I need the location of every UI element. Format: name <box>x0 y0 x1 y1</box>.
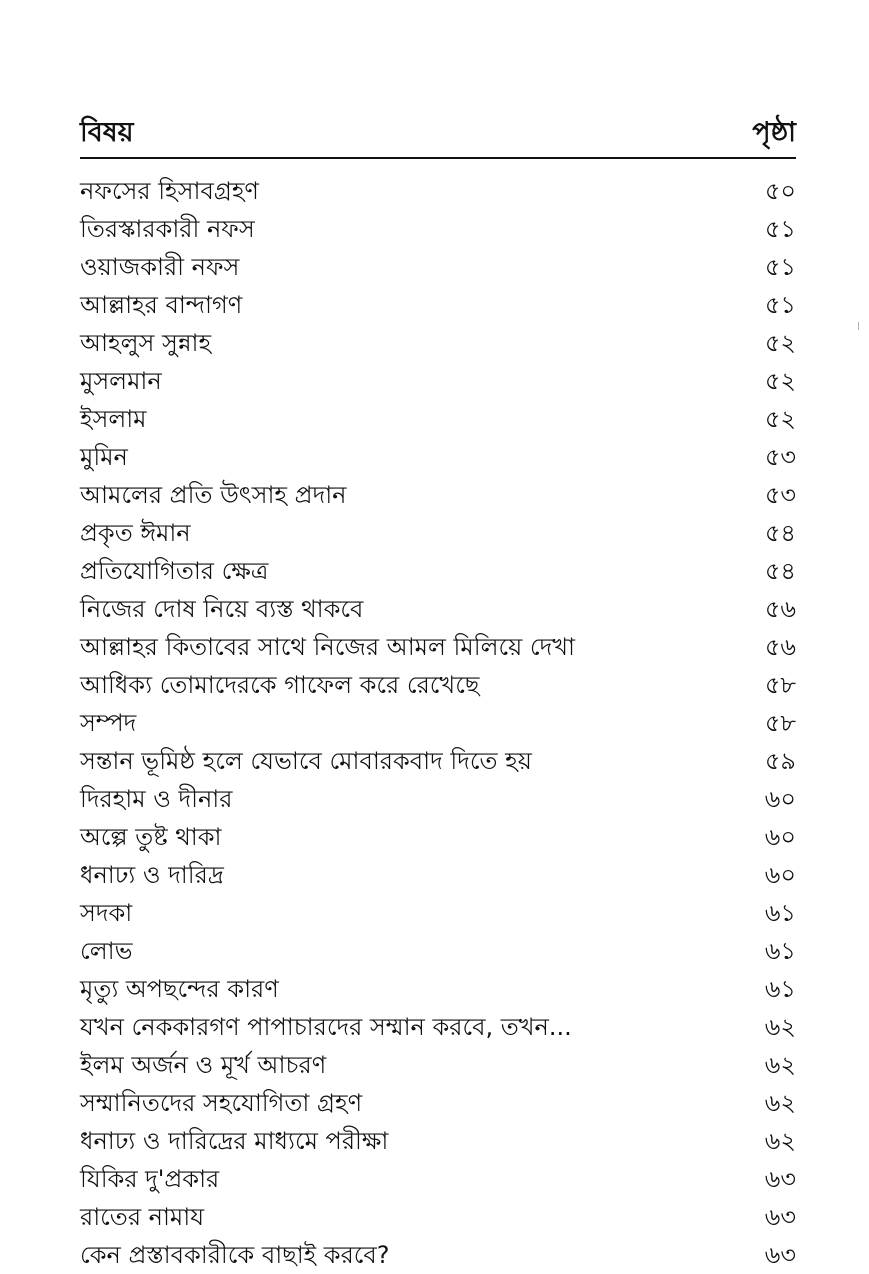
toc-entry <box>80 742 796 780</box>
toc-entry <box>80 476 796 514</box>
entry-page-number: ৫৩ <box>764 443 796 471</box>
toc-entry <box>80 400 796 438</box>
entry-title: তিরস্কারকারী নফস <box>80 215 255 243</box>
entry-page-number: ৫২ <box>764 329 796 357</box>
subject-heading: বিষয় <box>80 117 134 148</box>
entry-page-number: ৫৯ <box>764 747 796 775</box>
entry-page-number: ৬২ <box>764 1089 796 1117</box>
page-heading: পৃষ্ঠা <box>752 117 796 148</box>
toc-entry <box>80 362 796 400</box>
toc-entry <box>80 894 796 932</box>
toc-entry <box>80 1046 796 1084</box>
entry-title: আহলুস সুন্নাহ <box>80 329 212 357</box>
entry-page-number: ৫৬ <box>764 595 796 623</box>
entry-title: নফসের হিসাবগ্রহণ <box>80 177 259 205</box>
entry-title: সম্পদ <box>80 709 137 737</box>
entry-page-number: ৫১ <box>764 291 796 319</box>
entry-title: লোভ <box>80 937 133 965</box>
toc-entry <box>80 1198 796 1236</box>
toc-entry <box>80 818 796 856</box>
entry-page-number: ৫১ <box>764 215 796 243</box>
entry-title: আমলের প্রতি উৎসাহ প্রদান <box>80 481 347 509</box>
toc-entry <box>80 1160 796 1198</box>
toc-entry <box>80 856 796 894</box>
entry-title: মুমিন <box>80 443 128 471</box>
toc-entry <box>80 1084 796 1122</box>
entry-page-number: ৫০ <box>764 177 796 205</box>
toc-entry <box>80 704 796 742</box>
toc-entry <box>80 1122 796 1160</box>
toc-entry <box>80 932 796 970</box>
toc-entry <box>80 780 796 818</box>
entry-page-number: ৫৪ <box>764 557 796 585</box>
toc-entry <box>80 210 796 248</box>
toc-entry <box>80 438 796 476</box>
entry-title: প্রতিযোগিতার ক্ষেত্র <box>80 557 269 585</box>
entry-page-number: ৫২ <box>764 405 796 433</box>
toc-entry <box>80 324 796 362</box>
entry-title: মৃত্যু অপছন্দের কারণ <box>80 975 279 1003</box>
entry-page-number: ৬৩ <box>764 1203 796 1231</box>
entry-page-number: ৫৩ <box>764 481 796 509</box>
entry-title: ধনাঢ্য ও দারিদ্র <box>80 861 224 889</box>
entry-page-number: ৬০ <box>764 823 796 851</box>
toc-entry <box>80 970 796 1008</box>
toc-entry <box>80 666 796 704</box>
entry-page-number: ৬০ <box>764 861 796 889</box>
toc-entry <box>80 552 796 590</box>
toc-entry <box>80 628 796 666</box>
entry-title: আধিক্য তোমাদেরকে গাফেল করে রেখেছে <box>80 671 480 699</box>
entry-title: ওয়াজকারী নফস <box>80 253 240 281</box>
entry-page-number: ৫৬ <box>764 633 796 661</box>
entry-title: ইলম অর্জন ও মূর্খ আচরণ <box>80 1051 327 1079</box>
header-rule <box>80 157 796 159</box>
toc-entry <box>80 1236 796 1274</box>
entry-title: আল্লাহর কিতাবের সাথে নিজের আমল মিলিয়ে দেখা <box>80 633 575 661</box>
entry-title: ধনাঢ্য ও দারিদ্রের মাধ্যমে পরীক্ষা <box>80 1127 389 1155</box>
entry-title: মুসলমান <box>80 367 162 395</box>
toc-entry <box>80 248 796 286</box>
entry-title: দিরহাম ও দীনার <box>80 785 233 813</box>
toc-list <box>80 172 796 1274</box>
entry-page-number: ৬২ <box>764 1127 796 1155</box>
entry-page-number: ৫৮ <box>764 709 796 737</box>
toc-entry <box>80 1008 796 1046</box>
entry-title: ইসলাম <box>80 405 147 433</box>
toc-header <box>80 112 796 154</box>
entry-title: যিকির দু'প্রকার <box>80 1165 220 1193</box>
entry-page-number: ৫৪ <box>764 519 796 547</box>
toc-entry <box>80 286 796 324</box>
toc-entry <box>80 514 796 552</box>
entry-title: রাতের নামায <box>80 1203 205 1231</box>
entry-page-number: ৫২ <box>764 367 796 395</box>
entry-title: সন্তান ভূমিষ্ঠ হলে যেভাবে মোবারকবাদ দিতে হয় <box>80 747 532 775</box>
margin-mark <box>858 322 859 330</box>
entry-title: নিজের দোষ নিয়ে ব্যস্ত থাকবে <box>80 595 364 623</box>
entry-page-number: ৬৩ <box>764 1165 796 1193</box>
entry-title: প্রকৃত ঈমান <box>80 519 191 547</box>
entry-page-number: ৬০ <box>764 785 796 813</box>
entry-title: যখন নেককারগণ পাপাচারদের সম্মান করবে, তখন... <box>80 1013 572 1041</box>
entry-page-number: ৬১ <box>764 937 796 965</box>
entry-page-number: ৬২ <box>764 1051 796 1079</box>
entry-title: অল্পে তুষ্ট থাকা <box>80 823 222 851</box>
entry-page-number: ৬২ <box>764 1013 796 1041</box>
entry-page-number: ৫১ <box>764 253 796 281</box>
entry-page-number: ৬১ <box>764 975 796 1003</box>
entry-title: কেন প্রস্তাবকারীকে বাছাই করবে? <box>80 1241 390 1269</box>
toc-entry <box>80 172 796 210</box>
toc-entry <box>80 590 796 628</box>
entry-page-number: ৬৩ <box>764 1241 796 1269</box>
entry-page-number: ৬১ <box>764 899 796 927</box>
entry-title: সদকা <box>80 899 133 927</box>
entry-title: আল্লাহর বান্দাগণ <box>80 291 243 319</box>
entry-page-number: ৫৮ <box>764 671 796 699</box>
entry-title: সম্মানিতদের সহযোগিতা গ্রহণ <box>80 1089 363 1117</box>
